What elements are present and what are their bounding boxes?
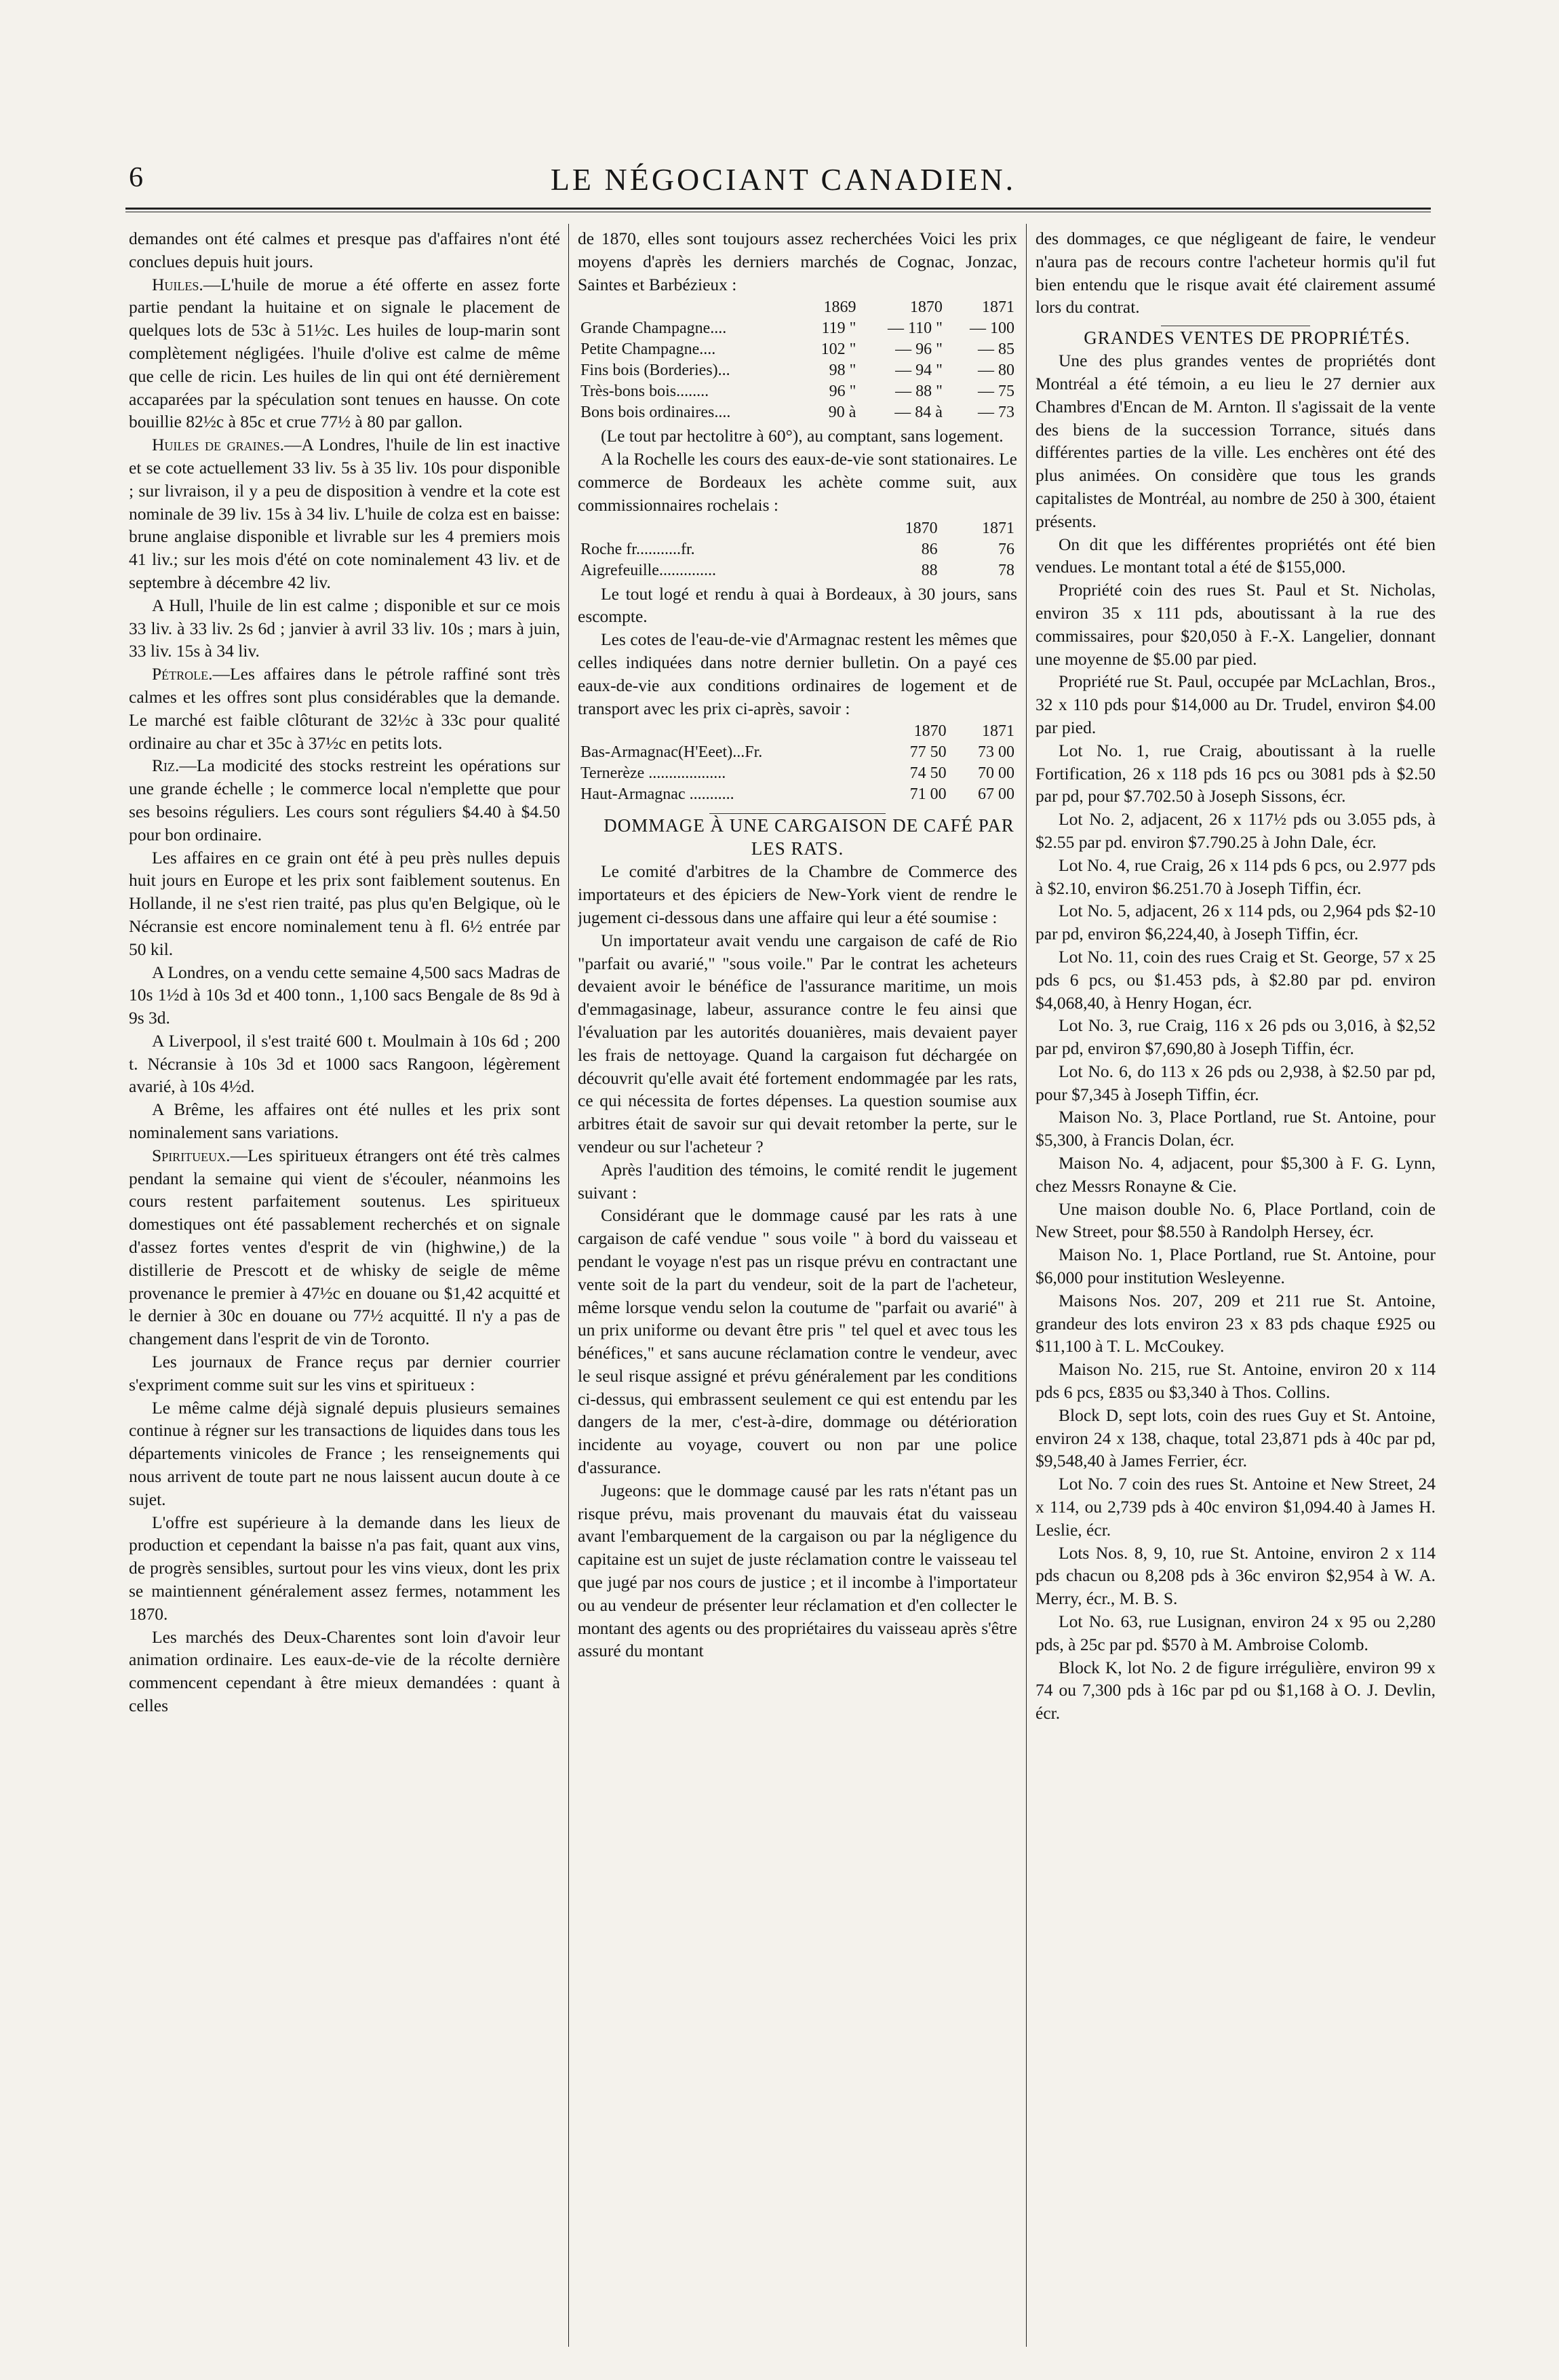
page-number: 6 bbox=[129, 162, 143, 193]
paragraph: On dit que les différentes propriétés ont été bien vendues. Le montant total a été de $155,000. bbox=[1035, 534, 1436, 577]
table-cell: 70 00 bbox=[978, 764, 1014, 783]
paragraph: Propriété rue St. Paul, occupée par McLachlan, Bros., 32 x 110 pds pour $14,000 au Dr. Trudel, environ $4.00 par pied. bbox=[1035, 671, 1436, 737]
rochelle-price-table bbox=[578, 518, 1017, 581]
paragraph: Une maison double No. 6, Place Portland, coin de New Street, pour $8.550 à Randolph Hersey, écr. bbox=[1035, 1198, 1436, 1242]
paragraph: Jugeons: que le dommage causé par les rats n'étant pas un risque prévu, mais provenant du mauvais état du vaisseau avant l'embarquement de la cargaison ou par la négligence du capitaine est un sujet de juste réclamation contre le vaisseau tel que jugé par nos cours de justice ; et il incombe à l'importateur ou au vendeur de présenter leur réclamation et d'en collecter le montant des agents ou des propriétaires du vaisseau après s'être assuré du montant bbox=[578, 1480, 1017, 1661]
paragraph: Après l'audition des témoins, le comité rendit le jugement suivant : bbox=[578, 1159, 1017, 1203]
table-cell: 73 00 bbox=[978, 743, 1014, 762]
paragraph: Maison No. 3, Place Portland, rue St. Antoine, pour $5,300, à Francis Dolan, écr. bbox=[1035, 1107, 1436, 1150]
table-cell: 77 50 bbox=[909, 743, 947, 762]
table-row bbox=[578, 318, 1017, 339]
table-cell: 71 00 bbox=[909, 785, 947, 804]
paragraph bbox=[129, 1144, 560, 1350]
table-cell: 86 bbox=[921, 540, 938, 558]
armagnac-price-table bbox=[578, 721, 1017, 805]
paragraph-text: —Les affaires dans le pétrole raffiné sont très calmes et les offres sont plus considérables que la demande. Le marché est faible clôturant de 32½c à 33c pour qualité ordinaire au char et 35c à 37½c en petits lots. bbox=[129, 664, 560, 753]
table-cell: 90 à bbox=[828, 404, 856, 422]
paragraph: demandes ont été calmes et presque pas d'affaires n'ont été conclues depuis huit jours. bbox=[129, 229, 560, 271]
paragraph: Les journaux de France reçus par dernier courrier s'expriment comme suit sur les vins et spiritueux : bbox=[129, 1352, 560, 1394]
paragraph: A Brême, les affaires ont été nulles et les prix sont nominalement sans variations. bbox=[129, 1099, 560, 1143]
paragraph: Les marchés des Deux-Charentes sont loin d'avoir leur animation ordinaire. Les eaux-de-vie de la récolte dernière commencent cependant à être mieux demandées : quant à celles bbox=[129, 1626, 560, 1715]
table-cell: Petite Champagne.... bbox=[580, 340, 716, 359]
paragraph: (Le tout par hectolitre à 60°), au comptant, sans logement. bbox=[601, 426, 1004, 446]
table-cell: 119 " bbox=[821, 319, 856, 338]
table-cell: Fins bois (Borderies)... bbox=[580, 362, 730, 380]
table-cell: 98 " bbox=[829, 362, 856, 380]
table-row bbox=[578, 402, 1017, 423]
cognac-price-table bbox=[578, 297, 1017, 423]
table-cell: 76 bbox=[998, 540, 1014, 558]
table-cell: — 100 bbox=[970, 319, 1014, 338]
table-row bbox=[578, 539, 1017, 560]
table-cell: Ternerèze ................... bbox=[580, 764, 726, 783]
table-header-row bbox=[578, 518, 1017, 539]
paragraph: Les cotes de l'eau-de-vie d'Armagnac restent les mêmes que celles indiquées dans notre dernier bulletin. On a payé ces eaux-de-vie aux conditions ordinaires de logement et de transport avec les prix ci-après, savoir : bbox=[578, 629, 1017, 718]
paragraph: Lot No. 7 coin des rues St. Antoine et New Street, 24 x 114, ou 2,739 pds à 40c environ $1,094.40 à James H. Leslie, écr. bbox=[1035, 1474, 1436, 1540]
paragraph-text: —La modicité des stocks restreint les opérations sur une grande échelle ; le commerce local n'emplette que pour ses besoins réguliers. Les cours sont réguliers $4.40 à $4.50 pour bon ordinaire. bbox=[129, 756, 560, 844]
paragraph: Maison No. 1, Place Portland, rue St. Antoine, pour $6,000 pour institution Wesleyenne. bbox=[1035, 1245, 1436, 1288]
paragraph: Lot No. 2, adjacent, 26 x 117½ pds ou 3.055 pds, à $2.55 par pd. environ $7.790.25 à John Dale, écr. bbox=[1035, 809, 1436, 852]
paragraph: Maison No. 215, rue St. Antoine, environ 20 x 114 pds 6 pcs, £835 ou $3,340 à Thos. Collins. bbox=[1035, 1359, 1436, 1403]
table-cell: — 84 à bbox=[894, 404, 943, 422]
section-label: Huiles. bbox=[152, 274, 203, 294]
paragraph: Un importateur avait vendu une cargaison de café de Rio "parfait ou avarié," "sous voile." Par le contrat les acheteurs devaient avoir le bénéfice de l'assurance maritime, un mois d'emmagasinage, labeur, assurance contre le feu ainsi que l'évaluation par les autorités douanières, mais devaient payer les frais de nettoyage. Quand la cargaison fut déchargée on découvrit qu'elle avait été fortement endommagée par les rats, ce qui nécessita de fortes dépenses. La question soumise aux arbitres était de savoir sur qui devait retomber la perte, sur le vendeur ou sur l'acheteur ? bbox=[578, 930, 1017, 1156]
paragraph: Maison No. 4, adjacent, pour $5,300 à F. G. Lynn, chez Messrs Ronayne & Cie. bbox=[1035, 1153, 1436, 1196]
paragraph: de 1870, elles sont toujours assez recherchées Voici les prix moyens d'après les derniers marchés de Cognac, Jonzac, Saintes et Barbézieux : bbox=[578, 229, 1017, 294]
paragraph: Lot No. 3, rue Craig, 116 x 26 pds ou 3,016, à $2,52 par pd, environ $7,690,80 à Joseph Tiffin, écr. bbox=[1035, 1015, 1436, 1059]
table-row bbox=[578, 339, 1017, 360]
table-header: 1871 bbox=[982, 298, 1014, 317]
paragraph: Lot No. 1, rue Craig, aboutissant à la ruelle Fortification, 26 x 118 pds 16 pcs ou 3081 pds à $2.50 par pd, pour $7.702.50 à Joseph Sissons, écr. bbox=[1035, 740, 1436, 806]
table-cell: Très-bons bois........ bbox=[580, 383, 709, 401]
table-cell: — 75 bbox=[978, 383, 1014, 401]
table-cell: — 80 bbox=[978, 362, 1014, 380]
column-divider-1 bbox=[568, 224, 569, 2347]
table-header: 1870 bbox=[909, 298, 943, 317]
table-cell: 96 " bbox=[829, 383, 856, 401]
paragraph bbox=[129, 754, 560, 846]
table-header-row bbox=[578, 721, 1017, 742]
table-header: 1871 bbox=[982, 722, 1014, 741]
table-cell: Bons bois ordinaires.... bbox=[580, 404, 731, 422]
paragraph bbox=[129, 273, 560, 434]
column-3 bbox=[1035, 227, 1436, 2343]
paragraph bbox=[129, 663, 560, 754]
table-cell: 102 " bbox=[821, 340, 856, 359]
table-row bbox=[578, 784, 1017, 805]
table-cell: — 88 " bbox=[895, 383, 943, 401]
table-cell: — 110 " bbox=[887, 319, 943, 338]
page-header bbox=[129, 161, 1438, 202]
masthead-title: LE NÉGOCIANT CANADIEN. bbox=[550, 162, 1017, 197]
paragraph: A Hull, l'huile de lin est calme ; disponible et sur ce mois 33 liv. à 33 liv. 2s 6d ; janvier à avril 33 liv. 10s ; mars à juin, 33 liv. 15s à 34 liv. bbox=[129, 595, 560, 661]
article-heading: DOMMAGE À UNE CARGAISON DE CAFÉ PAR LES RATS. bbox=[604, 815, 1014, 859]
table-cell: Grande Champagne.... bbox=[580, 319, 727, 338]
table-header: 1871 bbox=[982, 519, 1014, 537]
paragraph: Block K, lot No. 2 de figure irrégulière, environ 99 x 74 ou 7,300 pds à 16c par pd ou $1,168 à O. J. Devlin, écr. bbox=[1035, 1657, 1436, 1723]
paragraph: Lot No. 5, adjacent, 26 x 114 pds, ou 2,964 pds $2-10 par pd, environ $6,224,40, à Joseph Tiffin, écr. bbox=[1035, 901, 1436, 944]
table-cell: 67 00 bbox=[978, 785, 1014, 804]
paragraph: Les affaires en ce grain ont été à peu près nulles depuis huit jours en Europe et les prix sont faiblement soutenus. En Hollande, il ne s'est rien traité, pas plus qu'en Belgique, où le Nécransie est encore nominalement tenu à fl. 6½ entrée par 50 kil. bbox=[129, 847, 560, 959]
table-row bbox=[578, 742, 1017, 763]
paragraph: Le comité d'arbitres de la Chambre de Commerce des importateurs et des épiciers de New-York vient de rendre le jugement ci-dessous dans une affaire qui leur a été soumise : bbox=[578, 861, 1017, 927]
column-1 bbox=[129, 227, 560, 2343]
paragraph: Block D, sept lots, coin des rues Guy et St. Antoine, environ 24 x 138, chaque, total 23,871 pds à 40c par pd, $9,548,40 à James Ferrier, écr. bbox=[1035, 1405, 1436, 1471]
paragraph: Lot No. 63, rue Lusignan, environ 24 x 95 ou 2,280 pds, à 25c par pd. $570 à M. Ambroise Colomb. bbox=[1035, 1612, 1436, 1654]
section-label: Pétrole. bbox=[152, 664, 213, 684]
section-label: Riz. bbox=[152, 756, 180, 776]
table-cell: 74 50 bbox=[909, 764, 947, 783]
article-heading: GRANDES VENTES DE PROPRIÉTÉS. bbox=[1084, 328, 1410, 349]
paragraph-text: —A Londres, l'huile de lin est inactive et se cote actuellement 33 liv. 5s à 35 liv. 10s pour disponible ; sur livraison, il y a peu de disposition à vendre et la cote est nominale de 39 liv. 15s à 34 liv. L'huile de colza est en baisse: brune anglaise disponible et livrable sur les 4 premiers mois 41 liv.; sur les mois d'été on cote nominalement 43 liv. et de septembre à décembre 42 liv. bbox=[129, 435, 560, 592]
table-row bbox=[578, 360, 1017, 381]
paragraph-text: —Les spiritueux étrangers ont été très calmes pendant la semaine qui vient de s'écouler, néanmoins les cours restent parfaitement soutenus. Les spiritueux domestiques ont été passablement recherchés et on signale d'assez fortes ventes d'esprit de vin (highwine,) de la distillerie de Prescott et de whisky de seigle de même provenance le premier à 47½c en douane ou $1,42 acquitté et le dernier à 30c en douane ou 77½ acquitté. Il n'y a pas de changement dans l'esprit de vin de Toronto. bbox=[129, 1145, 560, 1349]
table-row bbox=[578, 560, 1017, 581]
paragraph: Lots Nos. 8, 9, 10, rue St. Antoine, environ 2 x 114 pds chacun ou 8,208 pds à 36c environ $2,954 à W. A. Merry, écr., M. B. S. bbox=[1035, 1542, 1436, 1609]
table-header: 1870 bbox=[905, 519, 938, 537]
paragraph: des dommages, ce que négligeant de faire, le vendeur n'aura pas de recours contre l'acheteur hormis qu'il fut bien entendu que le risque avait été clairement assumé lors du contrat. bbox=[1035, 229, 1436, 317]
paragraph: L'offre est supérieure à la demande dans les lieux de production et cependant la baisse n'a pas fait, quant aux vins, de progrès sensibles, surtout pour les vins vieux, dont les prix se maintiennent généralement assez fermes, notamment les 1870. bbox=[129, 1512, 560, 1624]
table-cell: 88 bbox=[921, 561, 938, 579]
section-label: Spiritueux. bbox=[152, 1145, 231, 1165]
column-2 bbox=[578, 227, 1017, 2343]
paragraph: Lot No. 6, do 113 x 26 pds ou 2,938, à $2.50 par pd, pour $7,345 à Joseph Tiffin, écr. bbox=[1035, 1061, 1436, 1104]
paragraph-text: —L'huile de morue a été offerte en assez forte partie pendant la huitaine et on signale le placement de quelques lots de 53c à 51½c. Les huiles de loup-marin sont complètement négligées. l'huile d'olive est calme de même que celle de ricin. Les huiles de lin qui ont été dernièrement accaparées par la spéculation sont tenues en hausse. On cote bouillie 82½c à 85c et crue 77½ à 80 par gallon. bbox=[129, 274, 560, 432]
table-cell: 78 bbox=[998, 561, 1014, 579]
paragraph: Le tout logé et rendu à quai à Bordeaux, à 30 jours, sans escompte. bbox=[578, 583, 1017, 627]
section-label: Huiles de graines. bbox=[152, 435, 285, 455]
table-cell: — 94 " bbox=[895, 362, 943, 380]
header-rule-top bbox=[125, 208, 1431, 210]
table-header: 1869 bbox=[823, 298, 856, 317]
table-cell: — 85 bbox=[978, 340, 1014, 359]
paragraph: Propriété coin des rues St. Paul et St. Nicholas, environ 35 x 111 pds, aboutissant à la rue des commissaires, pour $20,050 à F.-X. Langelier, donnant une moyenne de $5.00 par pied. bbox=[1035, 580, 1436, 669]
paragraph: Le même calme déjà signalé depuis plusieurs semaines continue à régner sur les transactions de liquides dans tous les départements vinicoles de France ; les renseignements qui nous arrivent de toute part ne nous laissent aucun doute à ce sujet. bbox=[129, 1397, 560, 1509]
paragraph: Lot No. 4, rue Craig, 26 x 114 pds 6 pcs, ou 2.977 pds à $2.10, environ $6.251.70 à Joseph Tiffin, écr. bbox=[1035, 855, 1436, 898]
paragraph: Considérant que le dommage causé par les rats à une cargaison de café vendue " sous voile " à bord du vaisseau et pendant le voyage n'est pas un risque prévu en contractant une vente soit de la part du vendeur, soit de la part de l'acheteur, même lorsque vendu selon la coutume de "parfait ou avarié" à un prix uniforme ou devant être pris " tel quel et avec tous les bénéfices," et sans aucune réclamation contre le vendeur, avec le seul risque assigné et prévu généralement par les conditions ci-dessus, qui embrassent seulement ce qui est entendu par les dangers de la mer, c'est-à-dire, dommage ou détérioration incidente au voyage, couvert ou non par une police d'assurance. bbox=[578, 1205, 1017, 1478]
paragraph: A Liverpool, il s'est traité 600 t. Moulmain à 10s 6d ; 200 t. Nécransie à 10s 3d et 1000 sacs Rangoon, légèrement avarié, à 10s 4½d. bbox=[129, 1030, 560, 1097]
paragraph: Maisons Nos. 207, 209 et 211 rue St. Antoine, grandeur des lots environ 23 x 83 pds chaque £925 ou $11,100 à T. L. McCoukey. bbox=[1035, 1290, 1436, 1357]
table-cell: Haut-Armagnac ........... bbox=[580, 785, 734, 804]
table-row bbox=[578, 763, 1017, 784]
table-cell: — 73 bbox=[978, 404, 1014, 422]
paragraph bbox=[129, 433, 560, 594]
paragraph: A Londres, on a vendu cette semaine 4,500 sacs Madras de 10s 1½d à 10s 3d et 400 tonn., 1,100 sacs Bengale de 8s 9d à 9s 3d. bbox=[129, 962, 560, 1028]
table-header: 1870 bbox=[913, 722, 947, 741]
table-header-row bbox=[578, 297, 1017, 318]
paragraph: Une des plus grandes ventes de propriétés dont Montréal a été témoin, a eu lieu le 27 dernier aux Chambres d'Encan de M. Arnton. Il s'agissait de la vente des biens de la succession Torrance, situés dans différentes parties de la ville. Les enchères ont été des plus animées. On considère que tous les grands capitalistes de Montréal, au nombre de 250 à 300, étaient présents. bbox=[1035, 351, 1436, 531]
column-divider-2 bbox=[1026, 224, 1027, 2347]
table-cell: — 96 " bbox=[895, 340, 943, 359]
table-cell: Bas-Armagnac(H'Eeet)...Fr. bbox=[580, 743, 763, 762]
table-row bbox=[578, 381, 1017, 402]
table-cell: Aigrefeuille.............. bbox=[580, 561, 716, 579]
paragraph: A la Rochelle les cours des eaux-de-vie sont stationaires. Le commerce de Bordeaux les achète comme suit, aux commissionnaires rochelais : bbox=[578, 449, 1017, 515]
table-cell: Roche fr...........fr. bbox=[580, 540, 695, 558]
paragraph: Lot No. 11, coin des rues Craig et St. George, 57 x 25 pds 6 pcs, ou $1.453 pds, à $2.80 par pd. environ $4,068,40, à Henry Hogan, écr. bbox=[1035, 946, 1436, 1013]
